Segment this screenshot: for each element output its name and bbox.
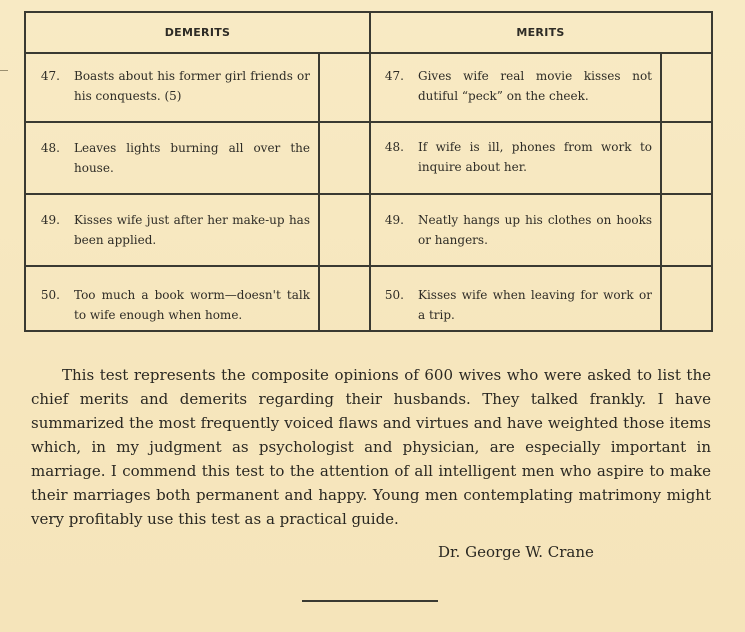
merit-item [370, 210, 652, 254]
merit-number: 48. [384, 140, 404, 154]
demerit-item [26, 138, 310, 182]
explanatory-paragraph: This test represents the composite opinions of 600 wives who were asked to list the chief merits and demerits regarding their husbands. They talked frankly. I have summarized the most frequently voiced flaws and virtues and have weighted those items which, in my judgment as psychologist and physician, are especially important in marriage. I commend this test to the attention of all intelligent men who aspire to make their marriages both permanent and happy. Young men contemplating matrimony might very profitably use this test as a practical guide. [31, 366, 711, 528]
merit-text: Gives wife real movie kisses not dutiful “peck” on the cheek. [418, 69, 652, 103]
merit-number: 47. [384, 69, 404, 83]
demerit-item [26, 285, 310, 329]
demerit-number: 50. [40, 288, 60, 302]
merit-item [370, 285, 652, 329]
row-divider [26, 193, 711, 195]
margin-mark [0, 70, 8, 71]
demerit-number: 47. [40, 69, 60, 83]
merit-number: 50. [384, 288, 404, 302]
merit-text: Kisses wife when leaving for work or a trip. [418, 288, 652, 322]
demerit-number: 49. [40, 213, 60, 227]
merit-number: 49. [384, 213, 404, 227]
demerit-score-divider [318, 53, 320, 330]
demerit-text: Kisses wife just after her make-up has been applied. [74, 213, 310, 247]
demerits-header: DEMERITS [164, 26, 231, 39]
demerit-text: Leaves lights burning all over the house. [74, 141, 310, 175]
closing-rule [302, 600, 438, 602]
author-signature: Dr. George W. Crane [438, 543, 594, 561]
merit-score-divider [660, 53, 662, 330]
demerit-text: Boasts about his former girl friends or his conquests. (5) [74, 69, 310, 103]
demerit-text: Too much a book worm—doesn't talk to wife enough when home. [74, 288, 310, 322]
header-divider [26, 52, 711, 54]
row-divider [26, 121, 711, 123]
merit-item [370, 137, 652, 181]
merit-item [370, 66, 652, 110]
merit-text: Neatly hangs up his clothes on hooks or hangers. [418, 213, 652, 247]
merit-text: If wife is ill, phones from work to inquire about her. [418, 140, 652, 174]
demerit-item [26, 66, 310, 110]
merits-demerits-table [24, 11, 713, 332]
row-divider [26, 265, 711, 267]
demerit-item [26, 210, 310, 254]
merits-header: MERITS [516, 26, 565, 39]
demerit-number: 48. [40, 141, 60, 155]
